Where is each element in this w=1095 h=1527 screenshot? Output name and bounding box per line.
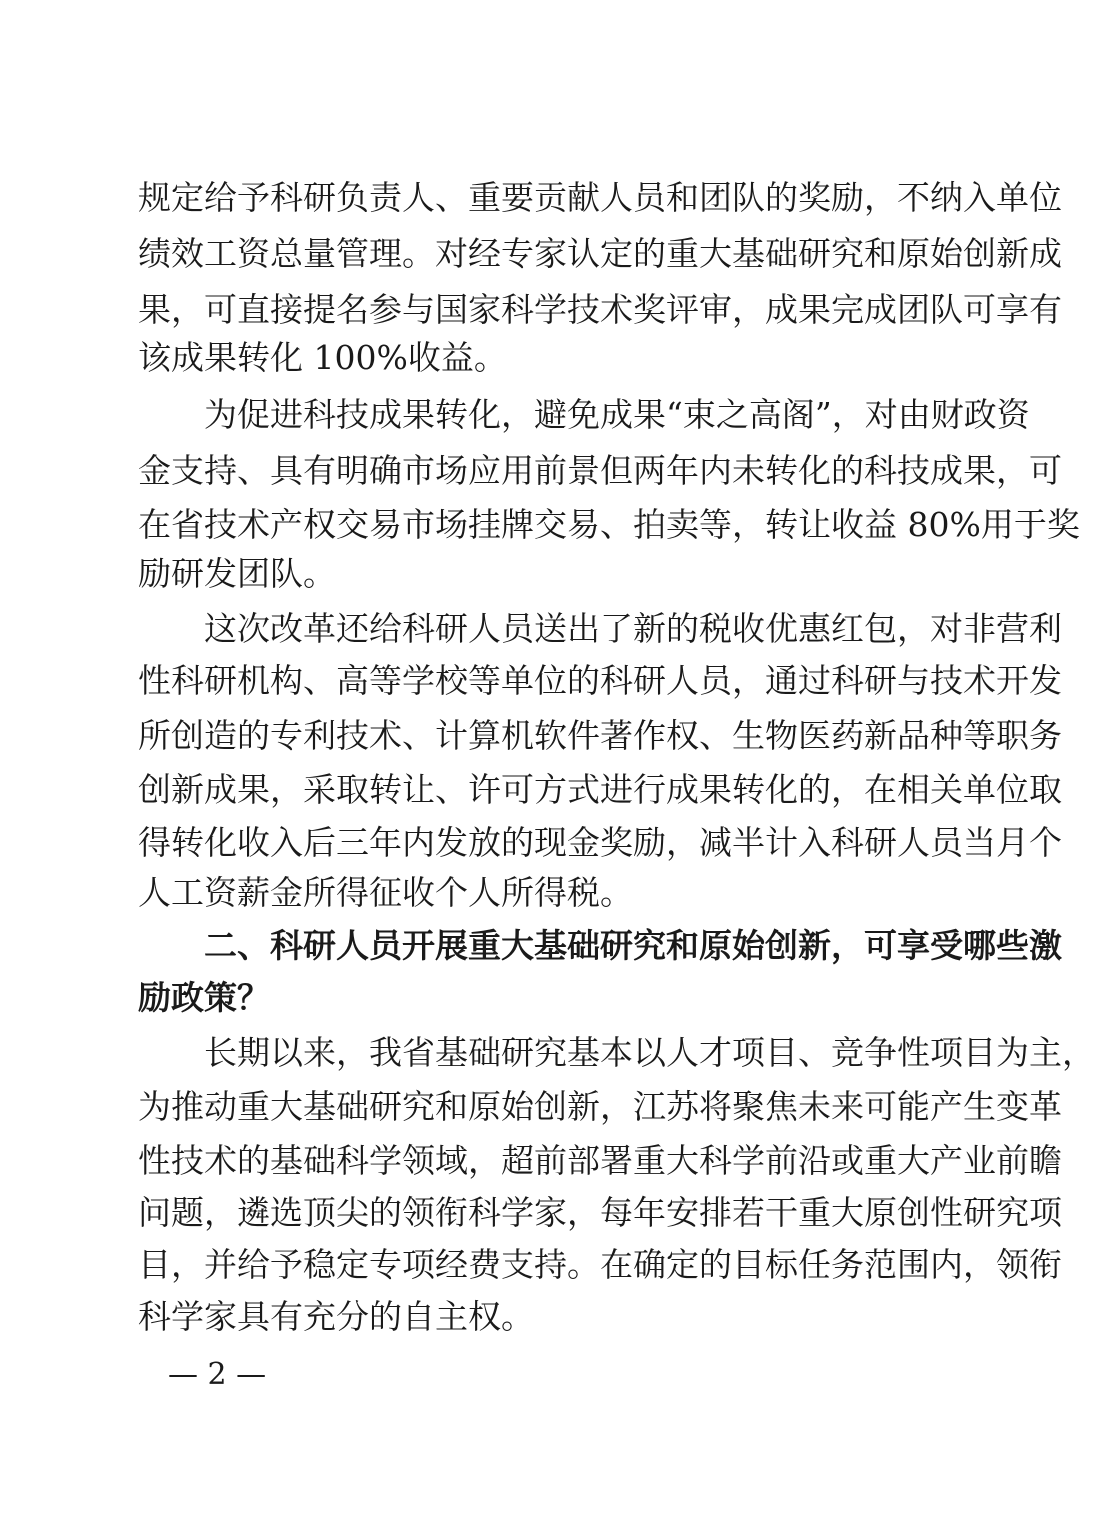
text-line: 励研发团队。 bbox=[138, 554, 336, 593]
text-line: 问题，遴选顶尖的领衔科学家，每年安排若干重大原创性研究项 bbox=[138, 1193, 1062, 1232]
text-line: 得转化收入后三年内发放的现金奖励，减半计入科研人员当月个 bbox=[138, 823, 1062, 862]
page-number: — 2 — bbox=[168, 1357, 267, 1392]
text-line: 在省技术产权交易市场挂牌交易、拍卖等，转让收益 80%用于奖 bbox=[138, 505, 1080, 544]
text-line: 长期以来，我省基础研究基本以人才项目、竞争性项目为主， bbox=[204, 1033, 1095, 1072]
text-line: 规定给予科研负责人、重要贡献人员和团队的奖励，不纳入单位 bbox=[138, 178, 1062, 217]
section-heading: 励政策？ bbox=[138, 978, 270, 1017]
text-line: 目，并给予稳定专项经费支持。在确定的目标任务范围内，领衔 bbox=[138, 1245, 1062, 1284]
text-line: 人工资薪金所得征收个人所得税。 bbox=[138, 873, 633, 912]
text-line: 性技术的基础科学领域，超前部署重大科学前沿或重大产业前瞻 bbox=[138, 1141, 1062, 1180]
section-heading: 二、科研人员开展重大基础研究和原始创新，可享受哪些激 bbox=[204, 926, 1062, 965]
text-line: 创新成果，采取转让、许可方式进行成果转化的，在相关单位取 bbox=[138, 770, 1062, 809]
text-line: 所创造的专利技术、计算机软件著作权、生物医药新品种等职务 bbox=[138, 716, 1062, 755]
text-line: 果，可直接提名参与国家科学技术奖评审，成果完成团队可享有 bbox=[138, 290, 1062, 329]
text-line: 该成果转化 100%收益。 bbox=[138, 338, 507, 377]
text-line: 性科研机构、高等学校等单位的科研人员，通过科研与技术开发 bbox=[138, 661, 1062, 700]
text-line: 金支持、具有明确市场应用前景但两年内未转化的科技成果，可 bbox=[138, 451, 1062, 490]
text-line: 为促进科技成果转化，避免成果“束之高阁”，对由财政资 bbox=[204, 395, 1030, 434]
text-line: 为推动重大基础研究和原始创新，江苏将聚焦未来可能产生变革 bbox=[138, 1087, 1062, 1126]
text-line: 绩效工资总量管理。对经专家认定的重大基础研究和原始创新成 bbox=[138, 234, 1062, 273]
text-line: 科学家具有充分的自主权。 bbox=[138, 1297, 534, 1336]
text-line: 这次改革还给科研人员送出了新的税收优惠红包，对非营利 bbox=[204, 609, 1062, 648]
